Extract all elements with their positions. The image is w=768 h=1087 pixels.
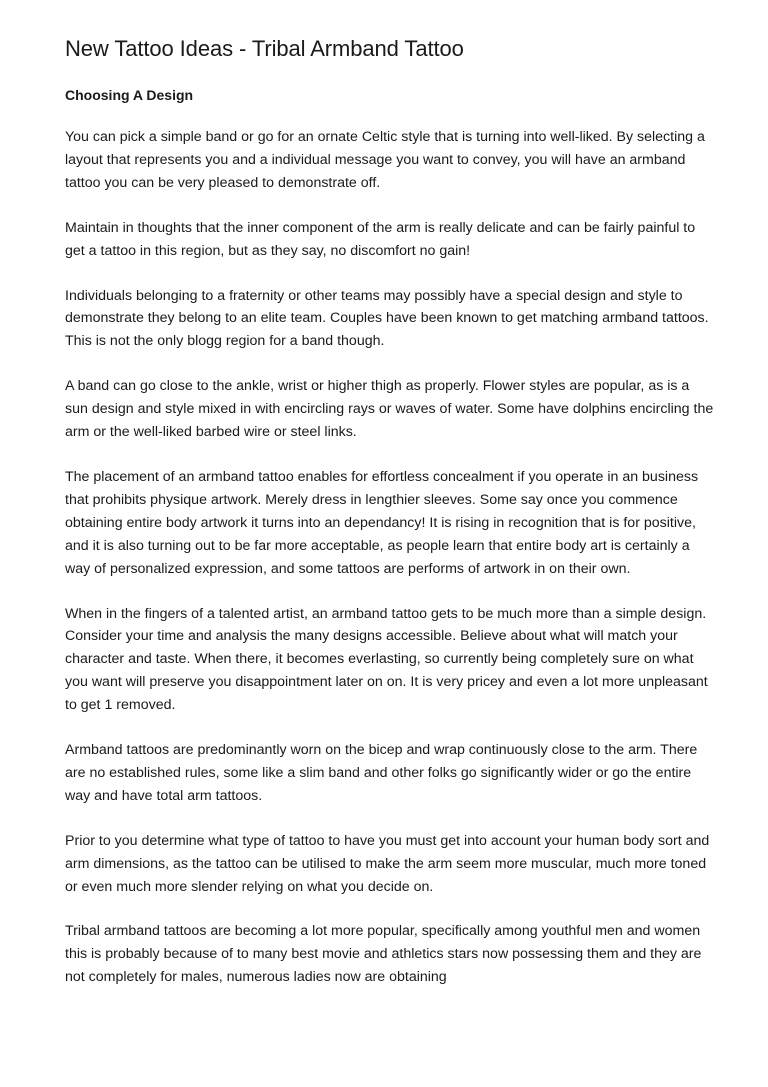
paragraph-4: A band can go close to the ankle, wrist or higher thigh as properly. Flower styles are popular, as is a sun design and style mixed in with encircling rays or waves of water. Some have dolphins encircling the arm or the well-liked barbed wire or steel links. [65,378,714,441]
paragraph-9: Tribal armband tattoos are becoming a lot more popular, specifically among youthful men and women this is probably because of to many best movie and athletics stars now possessing them and they are not completely for males, numerous ladies now are obtaining [65,923,702,986]
paragraph-2: Maintain in thoughts that the inner component of the arm is really delicate and can be fairly painful to get a tattoo in this region, but as they say, no discomfort no gain! [65,219,696,259]
paragraph-1: You can pick a simple band or go for an ornate Celtic style that is turning into well-liked. By selecting a layout that represents you and a individual message you want to convey, you will have an armband tattoo you can be very pleased to demonstrate off. [65,129,705,191]
document-title: New Tattoo Ideas - Tribal Armband Tattoo [65,36,464,61]
paragraph-7: Armband tattoos are predominantly worn on the bicep and wrap continuously close to the arm. There are no established rules, some like a slim band and other folks go significantly wider or go the entire way and have total arm tattoos. [65,742,698,804]
document-page [65,34,715,1011]
paragraph-8: Prior to you determine what type of tattoo to have you must get into account your human body sort and arm dimensions, as the tattoo can be utilised to make the arm seem more muscular, much more toned or even much more slender relying on what you decide on. [65,832,710,895]
section-heading: Choosing A Design [65,87,194,103]
paragraph-3: Individuals belonging to a fraternity or other teams may possibly have a special design and style to demonstrate they belong to an elite team. Couples have been known to get matching armband tattoos. This is not the only blogg region for a band though. [65,287,709,350]
paragraph-5: The placement of an armband tattoo enables for effortless concealment if you operate in an business that prohibits physique artwork. Merely dress in lengthier sleeves. Some say once you commence obtaining entire body artwork it turns into an dependancy! It is rising in recognition that is for positive, and it is also turning out to be far more acceptable, as people learn that entire body art is certainly a way of personalized expression, and some tattoos are performs of artwork in on their own. [65,468,699,577]
paragraph-6: When in the fingers of a talented artist, an armband tattoo gets to be much more than a simple design. Consider your time and analysis the many designs accessible. Believe about what will match your character and taste. When there, it becomes everlasting, so currently being completely sure on what you want will preserve you disappointment later on on. It is very pricey and even a lot more unpleasant to get 1 removed. [65,605,708,714]
